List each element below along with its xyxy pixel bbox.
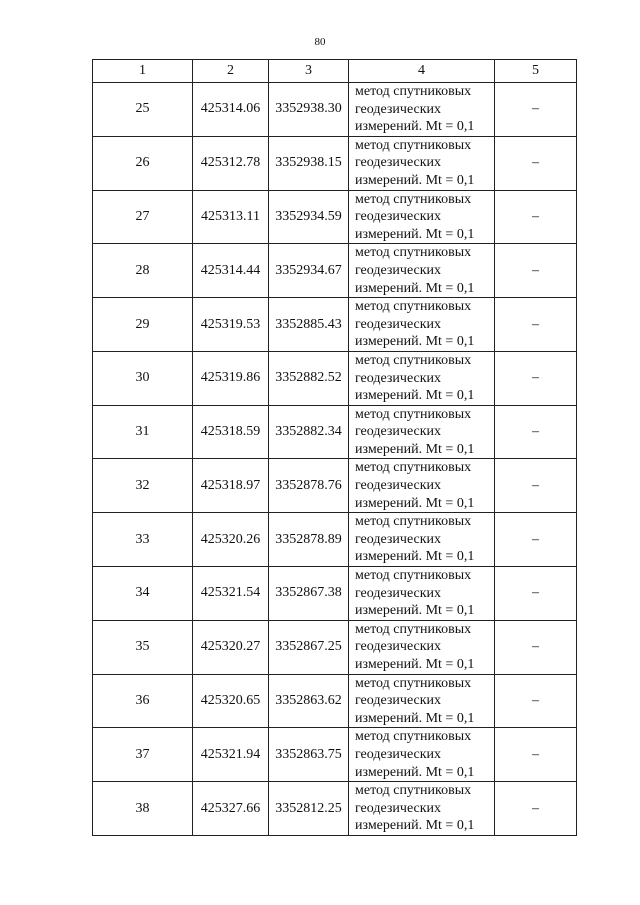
method-line: измерений. Mt = 0,1 [355, 549, 475, 565]
y-coordinate-cell: 3352885.43 [269, 298, 349, 352]
x-coordinate-cell: 425327.66 [193, 782, 269, 836]
method-line: измерений. Mt = 0,1 [355, 280, 475, 296]
method-line: метод спутниковых [355, 514, 472, 530]
y-coordinate-cell: 3352863.75 [269, 728, 349, 782]
method-line: геодезических [355, 639, 442, 655]
point-number-cell: 28 [93, 244, 193, 298]
method-line: измерений. Mt = 0,1 [355, 441, 475, 457]
method-line: метод спутниковых [355, 84, 472, 99]
note-cell: – [495, 244, 577, 298]
method-cell [349, 728, 495, 782]
point-number-cell: 37 [93, 728, 193, 782]
y-coordinate-cell: 3352934.67 [269, 244, 349, 298]
method-line: геодезических [355, 693, 442, 709]
method-line: измерений. Mt = 0,1 [355, 657, 475, 672]
method-line: метод спутниковых [355, 621, 472, 637]
method-line: измерений. Mt = 0,1 [355, 710, 475, 726]
method-line: измерений. Mt = 0,1 [355, 495, 475, 511]
method-line: метод спутниковых [355, 675, 472, 691]
method-cell [349, 351, 495, 405]
header-col-4: 4 [349, 60, 495, 83]
table-row [93, 405, 577, 459]
method-line: геодезических [355, 746, 442, 762]
method-cell [349, 190, 495, 244]
method-line: геодезических [355, 262, 442, 278]
method-line: измерений. Mt = 0,1 [355, 119, 475, 135]
table-row [93, 83, 577, 137]
point-number-cell: 34 [93, 567, 193, 621]
method-line: геодезических [355, 531, 442, 547]
x-coordinate-cell: 425321.54 [193, 567, 269, 621]
point-number-cell: 27 [93, 190, 193, 244]
method-line: геодезических [355, 800, 442, 816]
method-line: измерений. Mt = 0,1 [355, 764, 475, 780]
method-cell [349, 244, 495, 298]
method-cell [349, 459, 495, 513]
method-line: метод спутниковых [355, 352, 472, 368]
method-line: геодезических [355, 155, 442, 171]
table-body [93, 83, 577, 836]
x-coordinate-cell: 425313.11 [193, 190, 269, 244]
note-cell: – [495, 782, 577, 836]
x-coordinate-cell: 425321.94 [193, 728, 269, 782]
table-row [93, 298, 577, 352]
point-number-cell: 31 [93, 405, 193, 459]
method-line: измерений. Mt = 0,1 [355, 818, 475, 834]
method-line: метод спутниковых [355, 191, 472, 207]
note-cell: – [495, 351, 577, 405]
method-line: геодезических [355, 478, 442, 494]
method-line: метод спутниковых [355, 568, 472, 584]
table-row [93, 190, 577, 244]
point-number-cell: 32 [93, 459, 193, 513]
note-cell: – [495, 728, 577, 782]
table-row [93, 674, 577, 728]
header-col-2: 2 [193, 60, 269, 83]
method-cell [349, 83, 495, 137]
x-coordinate-cell: 425320.26 [193, 513, 269, 567]
table-row [93, 728, 577, 782]
point-number-cell: 29 [93, 298, 193, 352]
x-coordinate-cell: 425312.78 [193, 136, 269, 190]
x-coordinate-cell: 425319.86 [193, 351, 269, 405]
method-line: метод спутниковых [355, 299, 472, 315]
method-cell [349, 620, 495, 674]
header-row [93, 60, 577, 83]
y-coordinate-cell: 3352867.38 [269, 567, 349, 621]
y-coordinate-cell: 3352863.62 [269, 674, 349, 728]
y-coordinate-cell: 3352938.15 [269, 136, 349, 190]
table-row [93, 351, 577, 405]
method-line: геодезических [355, 370, 442, 386]
x-coordinate-cell: 425320.65 [193, 674, 269, 728]
note-cell: – [495, 620, 577, 674]
table-row [93, 513, 577, 567]
method-line: геодезических [355, 316, 442, 332]
method-cell [349, 513, 495, 567]
header-col-5: 5 [495, 60, 577, 83]
table-row [93, 459, 577, 513]
y-coordinate-cell: 3352882.34 [269, 405, 349, 459]
note-cell: – [495, 405, 577, 459]
x-coordinate-cell: 425320.27 [193, 620, 269, 674]
point-number-cell: 38 [93, 782, 193, 836]
method-line: метод спутниковых [355, 245, 472, 261]
x-coordinate-cell: 425314.06 [193, 83, 269, 137]
point-number-cell: 33 [93, 513, 193, 567]
note-cell: – [495, 136, 577, 190]
method-line: метод спутниковых [355, 137, 472, 153]
y-coordinate-cell: 3352878.89 [269, 513, 349, 567]
table-row [93, 136, 577, 190]
point-number-cell: 35 [93, 620, 193, 674]
page-number: 80 [314, 36, 326, 48]
method-line: геодезических [355, 585, 442, 601]
note-cell: – [495, 567, 577, 621]
method-line: метод спутниковых [355, 460, 472, 476]
x-coordinate-cell: 425319.53 [193, 298, 269, 352]
method-line: метод спутниковых [355, 406, 472, 422]
x-coordinate-cell: 425318.97 [193, 459, 269, 513]
method-line: геодезических [355, 209, 442, 225]
method-cell [349, 782, 495, 836]
method-line: измерений. Mt = 0,1 [355, 603, 475, 619]
method-line: геодезических [355, 101, 442, 117]
note-cell: – [495, 459, 577, 513]
x-coordinate-cell: 425314.44 [193, 244, 269, 298]
method-line: измерений. Mt = 0,1 [355, 334, 475, 350]
method-line: измерений. Mt = 0,1 [355, 172, 475, 188]
note-cell: – [495, 674, 577, 728]
method-line: измерений. Mt = 0,1 [355, 388, 475, 404]
table-row [93, 620, 577, 674]
note-cell: – [495, 513, 577, 567]
point-number-cell: 36 [93, 674, 193, 728]
y-coordinate-cell: 3352934.59 [269, 190, 349, 244]
y-coordinate-cell: 3352878.76 [269, 459, 349, 513]
note-cell: – [495, 190, 577, 244]
note-cell: – [495, 83, 577, 137]
header-col-3: 3 [269, 60, 349, 83]
point-number-cell: 30 [93, 351, 193, 405]
method-line: метод спутниковых [355, 729, 472, 745]
y-coordinate-cell: 3352867.25 [269, 620, 349, 674]
method-line: геодезических [355, 424, 442, 440]
y-coordinate-cell: 3352812.25 [269, 782, 349, 836]
method-cell [349, 405, 495, 459]
point-number-cell: 25 [93, 83, 193, 137]
coordinates-table [92, 59, 577, 836]
note-cell: – [495, 298, 577, 352]
point-number-cell: 26 [93, 136, 193, 190]
header-col-1: 1 [93, 60, 193, 83]
method-cell [349, 136, 495, 190]
y-coordinate-cell: 3352938.30 [269, 83, 349, 137]
method-cell [349, 567, 495, 621]
method-line: метод спутниковых [355, 783, 472, 799]
table-row [93, 244, 577, 298]
table-row [93, 782, 577, 836]
method-cell [349, 298, 495, 352]
table-row [93, 567, 577, 621]
method-cell [349, 674, 495, 728]
x-coordinate-cell: 425318.59 [193, 405, 269, 459]
method-line: измерений. Mt = 0,1 [355, 226, 475, 242]
y-coordinate-cell: 3352882.52 [269, 351, 349, 405]
